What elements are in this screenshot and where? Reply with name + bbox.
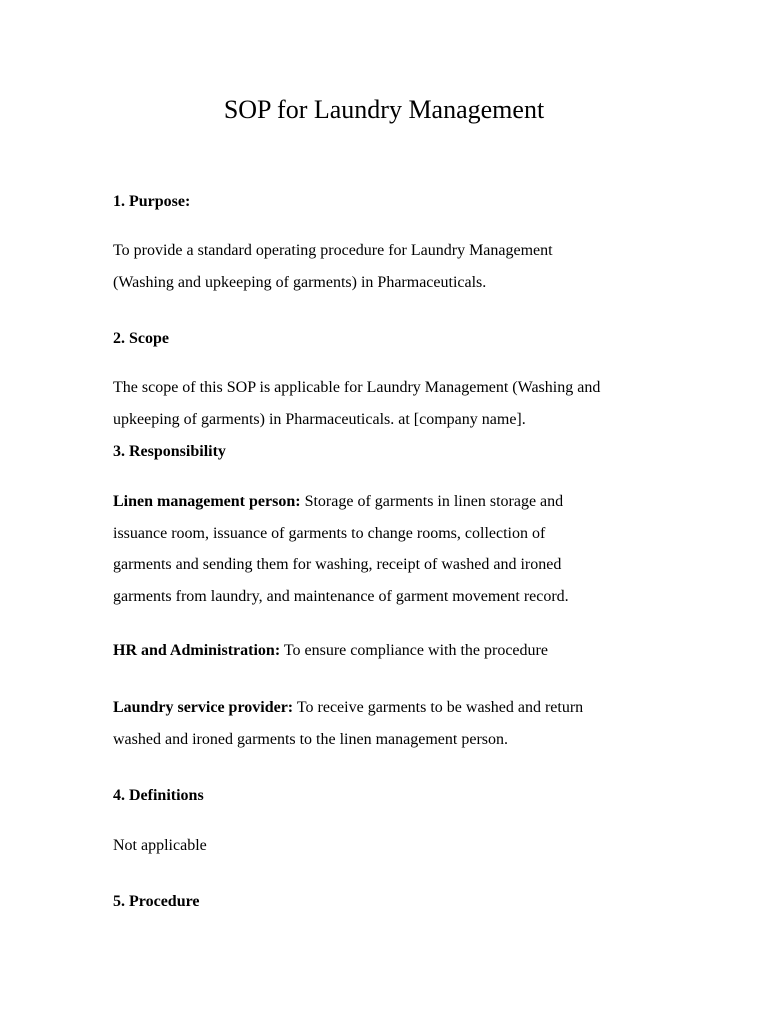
document-title: SOP for Laundry Management	[223, 95, 545, 124]
purpose-paragraph	[113, 235, 673, 298]
laundry-line: washed and ironed garments to the linen management person.	[113, 730, 508, 748]
definitions-text: Not applicable	[113, 837, 207, 854]
hr-administration-text: To ensure compliance with the procedure	[280, 642, 548, 659]
definitions-heading: 4. Definitions	[113, 787, 204, 804]
scope-heading: 2. Scope	[113, 330, 169, 347]
laundry-provider-label: Laundry service provider:	[113, 699, 294, 716]
linen-line: garments and sending them for washing, receipt of washed and ironed	[113, 556, 562, 573]
purpose-heading: 1. Purpose:	[113, 193, 191, 210]
hr-administration-paragraph	[113, 635, 673, 667]
linen-management-label: Linen management person:	[113, 493, 301, 510]
purpose-line: (Washing and upkeeping of garments) in Pharmaceuticals.	[113, 273, 487, 291]
laundry-first-line	[113, 692, 673, 724]
linen-first-line	[113, 486, 673, 518]
responsibility-heading: 3. Responsibility	[113, 443, 226, 460]
linen-management-paragraph	[113, 486, 673, 612]
scope-line: upkeeping of garments) in Pharmaceuticals. at [company name].	[113, 410, 526, 428]
hr-first-line	[113, 635, 673, 667]
linen-management-text: Storage of garments in linen storage and	[300, 493, 564, 510]
linen-line: garments from laundry, and maintenance of garment movement record.	[113, 587, 569, 605]
laundry-provider-text: To receive garments to be washed and return	[293, 699, 584, 716]
scope-paragraph	[113, 372, 673, 435]
purpose-line: To provide a standard operating procedure for Laundry Management	[113, 242, 553, 259]
scope-line: The scope of this SOP is applicable for Laundry Management (Washing and	[113, 379, 601, 396]
linen-line: issuance room, issuance of garments to change rooms, collection of	[113, 524, 546, 542]
hr-administration-label: HR and Administration:	[113, 642, 281, 659]
procedure-heading: 5. Procedure	[113, 893, 200, 910]
definitions-paragraph	[113, 830, 673, 862]
laundry-provider-paragraph	[113, 692, 673, 755]
